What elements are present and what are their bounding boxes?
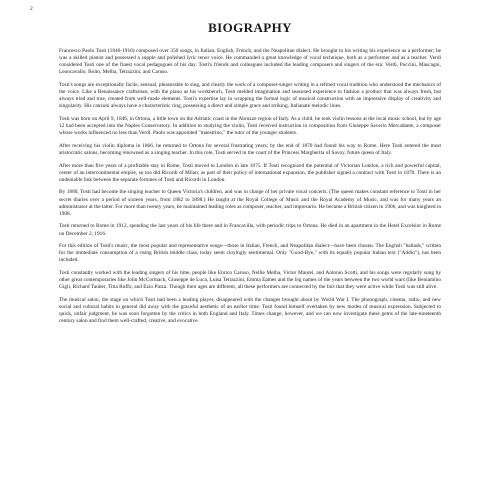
biography-body <box>59 48 441 331</box>
paragraph: After receiving his violin diploma in 1866, he returned to Ortona for several frustrating years; by the end of 1870 had found his way to Rome. Here Tosti entered the most aristocratic salons, becoming renowned as a singing teacher. In this role, Tosti served in the court of the Princess Margherita of Savoy, future queen of Italy. <box>59 142 441 156</box>
paragraph: For this edition of Tosti's music, the most popular and representative songs—those in Italian, French, and Neapolitan dialect—have been chosen. The English "ballads," written for the immediate consumption of a rising British middle class, today seem cloyingly sentimental. Only "Good-Bye," with its equally popular Italian text ("Addio"), has been included. <box>59 243 441 264</box>
page-number: 2 <box>30 6 33 12</box>
paragraph: Tosti was born on April 9, 1846, in Ortona, a little town on the Adriatic coast in the Abruzze region of Italy. As a child, he took violin lessons at the local music school, but by age 12 had been accepted into the Naples Conservatory. In addition to studying the violin, Tosti received instruction in composition from Giuseppe Saverio Mercadante, a composer whose works influenced no less than Verdi. Paolo was appointed "maestrino," the tutor of the younger students. <box>59 115 441 137</box>
paragraph: Tosti constantly worked with the leading singers of his time, people like Enrico Caruso, Nellie Melba, Victor Maurel, and Antonio Scotti, and his songs were regularly sung by other great contemporaries like John McCormack, Giuseppe de Luca, Luisa Tetrazzini, Emma Eames and the big names of the years between the two world wars (like Beniamino Gigli, Richard Tauber, Titta Ruffo, and Ezio Pinza. Though their ages are different, all these performers are connected by the fact that they were active while Tosti was still alive. <box>59 270 441 291</box>
paragraph: Tosti returned to Rome in 1912, spending the last years of his life there and in Francavilla, with periodic trips to Ortona. He died in an apartment in the Hotel Excelsior in Rome on December 2, 1916. <box>59 223 441 237</box>
paragraph: The musical salon, the stage on which Tosti had been a leading player, disappeared with the changes brought about by World War I. The phonograph, cinema, radio, and new social and cultural habits in general did away with the graceful aesthetic of an earlier time. Tosti found himself overtaken by new modes of musical expression. Subjected to quick, unfair judgment, he was soon forgotten by the critics in both England and Italy. Times change, however, and we can now investigate these gems of the late-nineteenth century salon and find them well-crafted, creative, and evocative. <box>59 296 441 325</box>
paragraph: Tosti's songs are exceptionally facile, sensual, pleasurable to sing, and clearly the work of a composer-singer writing in a refined vocal tradition who understood the mechanics of the voice. Like a Renaissance craftsman, with the piano as his workbench, Tosti melded imagination and seasoned experience to fashion a product that was always fresh, but always tried and true, created from well-made elements. Tosti's expertise lay in wrapping the formal logic of musical construction with an impressive display of creativity and singularity. His canzoni always have a characteristic ring, possessing a direct and simple grace and striking, Italianate melodic lines. <box>59 81 441 110</box>
page-title: BIOGRAPHY <box>208 20 292 35</box>
paragraph: After more than five years of a profitable stay in Rome, Tosti moved to London in late 1875. If Tosti recognized the potential of Victorian London, a rich and powerful capital, center of an intercontinental empire, so too did Ricordi of Milan; as part of their policy of international expansion, the publisher signed a contract with Tosti in 1878. There is an undeniable link between the separate fortunes of Tosti and Ricordi in London. <box>59 162 441 183</box>
paragraph: By 1880, Tosti had become the singing teacher to Queen Victoria's children, and was in charge of her private vocal concerts. (The queen makes constant reference to Tosti in her secret diaries over a period of sixteen years, from 1882 to 1898.) He taught at the Royal College of Music and the Royal Academy of Music, and was for many years an administrator at the latter. For more than twenty years, he maintained leading roles as composer, teacher, and impresario. He became a British citizen in 1906, and was knighted in 1908. <box>59 189 441 217</box>
paragraph: Francesco Paolo Tosti (1846-1916) composed over 350 songs, in Italian, English, French, and the Neapolitan dialect. He brought to his writing his experience as a performer; he was a skilled pianist and possessed a supple and polished lyric tenor voice. He commanded a great knowledge of vocal technique, both as a performer and as a teacher. Verdi considered Tosti one of the finest vocal pedagogues of his day. Tosti's friends and colleagues included the leading composers and singers of the era: Verdi, Puccini, Mascagni, Leoncavallo, Boito, Melba, Tetrazzini, and Caruso. <box>59 48 441 76</box>
